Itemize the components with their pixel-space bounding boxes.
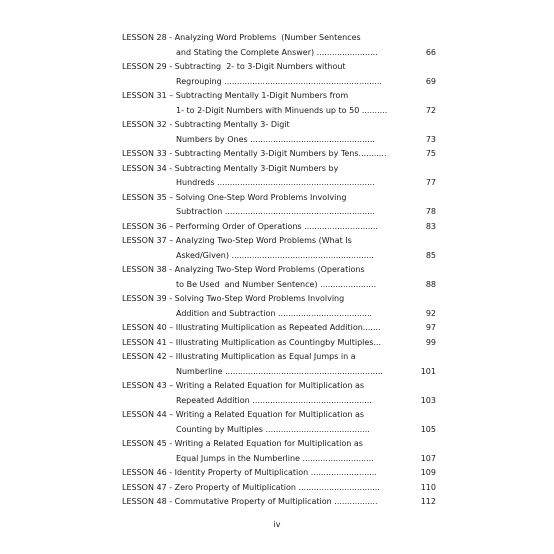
toc-page-number: 66 <box>425 47 436 57</box>
toc-page-number: 73 <box>425 134 436 144</box>
toc-page-number: 101 <box>420 366 436 376</box>
toc-entry-continuation: Subtraction ........................................................... <box>176 207 375 216</box>
toc-entry-title: LESSON 41 – Illustrating Multiplication as Countingby Multiples... <box>122 337 382 347</box>
toc-page-number: 112 <box>420 497 436 506</box>
toc-entry-title: LESSON 31 – Subtracting Mentally 1-Digit Numbers from <box>122 91 349 100</box>
toc-page-number: 69 <box>425 76 436 86</box>
toc-entry-title: LESSON 35 – Solving One-Step Word Problems Involving <box>122 192 347 202</box>
toc-entry-continuation: Hundreds .............................................................. <box>176 178 375 187</box>
toc-page-number: 83 <box>425 221 436 231</box>
toc-page-number: 72 <box>425 105 436 115</box>
toc-entry-title: LESSON 44 – Writing a Related Equation for Multiplication as <box>122 410 365 419</box>
toc-page-number: 109 <box>420 468 436 477</box>
toc-entry-continuation: Counting by Multiples ......................................... <box>176 424 370 434</box>
toc-entry-continuation: and Stating the Complete Answer) ........................ <box>176 47 378 57</box>
toc-entry-title: LESSON 29 - Subtracting 2- to 3-Digit Numbers without <box>122 62 346 71</box>
toc-page-number: 85 <box>425 250 436 260</box>
toc-entry-title: LESSON 36 – Performing Order of Operations ............................. <box>122 221 378 231</box>
toc-entry-title: LESSON 28 - Analyzing Word Problems (Number Sentences <box>122 33 361 42</box>
page-number-footer: iv <box>273 520 281 529</box>
toc-entry-continuation: Numberline .............................................................. <box>176 366 383 376</box>
toc-entry-title: LESSON 42 – Illustrating Multiplication as Equal Jumps in a <box>122 352 356 361</box>
toc-entry-title: LESSON 37 – Analyzing Two-Step Word Problems (What Is <box>122 236 352 245</box>
toc-page-number: 97 <box>425 323 436 332</box>
toc-entry-title: LESSON 48 - Commutative Property of Multiplication ................. <box>122 497 378 506</box>
toc-page-number: 99 <box>425 337 436 347</box>
toc-entry-title: LESSON 45 - Writing a Related Equation for Multiplication as <box>122 439 363 448</box>
toc-page-number: 103 <box>420 395 436 405</box>
toc-entry-title: LESSON 34 - Subtracting Mentally 3-Digit Numbers by <box>122 163 339 173</box>
toc-entry-continuation: Addition and Subtraction ..................................... <box>176 308 373 318</box>
toc-entry-continuation: Equal Jumps in the Numberline ............................ <box>176 453 374 463</box>
toc-page-number: 105 <box>420 424 436 434</box>
toc-entry-title: LESSON 47 - Zero Property of Multiplication ................................ <box>122 482 380 492</box>
toc-entry-title: LESSON 39 - Solving Two-Step Word Problems Involving <box>122 294 345 303</box>
toc-entry-continuation: Regrouping .............................................................. <box>176 76 382 86</box>
toc-page-number: 88 <box>425 279 436 289</box>
toc-page-number: 92 <box>425 308 436 318</box>
toc-entry-continuation: 1- to 2-Digit Numbers with Minuends up to 50 .......... <box>176 105 388 115</box>
toc-entry-title: LESSON 43 – Writing a Related Equation for Multiplication as <box>122 381 365 390</box>
toc-page-number: 77 <box>425 178 436 187</box>
toc-entry-continuation: to Be Used and Number Sentence) ...................... <box>176 279 377 289</box>
toc-page-number: 78 <box>425 207 436 216</box>
toc-entry-title: LESSON 38 - Analyzing Two-Step Word Problems (Operations <box>122 265 365 274</box>
toc-entry-continuation: Asked/Given) ........................................................ <box>176 250 374 260</box>
toc-entry-title: LESSON 46 - Identity Property of Multiplication .......................... <box>122 468 377 477</box>
toc-entry-continuation: Repeated Addition ............................................... <box>176 395 372 405</box>
toc-entry-title: LESSON 33 - Subtracting Mentally 3-Digit Numbers by Tens........... <box>122 149 387 158</box>
toc-page-number: 110 <box>420 482 436 492</box>
toc-entry-continuation: Numbers by Ones ................................................. <box>176 134 375 144</box>
toc-entry-title: LESSON 32 - Subtracting Mentally 3- Digit <box>122 120 290 129</box>
toc-page-number: 75 <box>425 149 436 158</box>
toc-entry-title: LESSON 40 – Illustrating Multiplication as Repeated Addition....... <box>122 323 381 332</box>
toc-page-number: 107 <box>420 453 436 463</box>
